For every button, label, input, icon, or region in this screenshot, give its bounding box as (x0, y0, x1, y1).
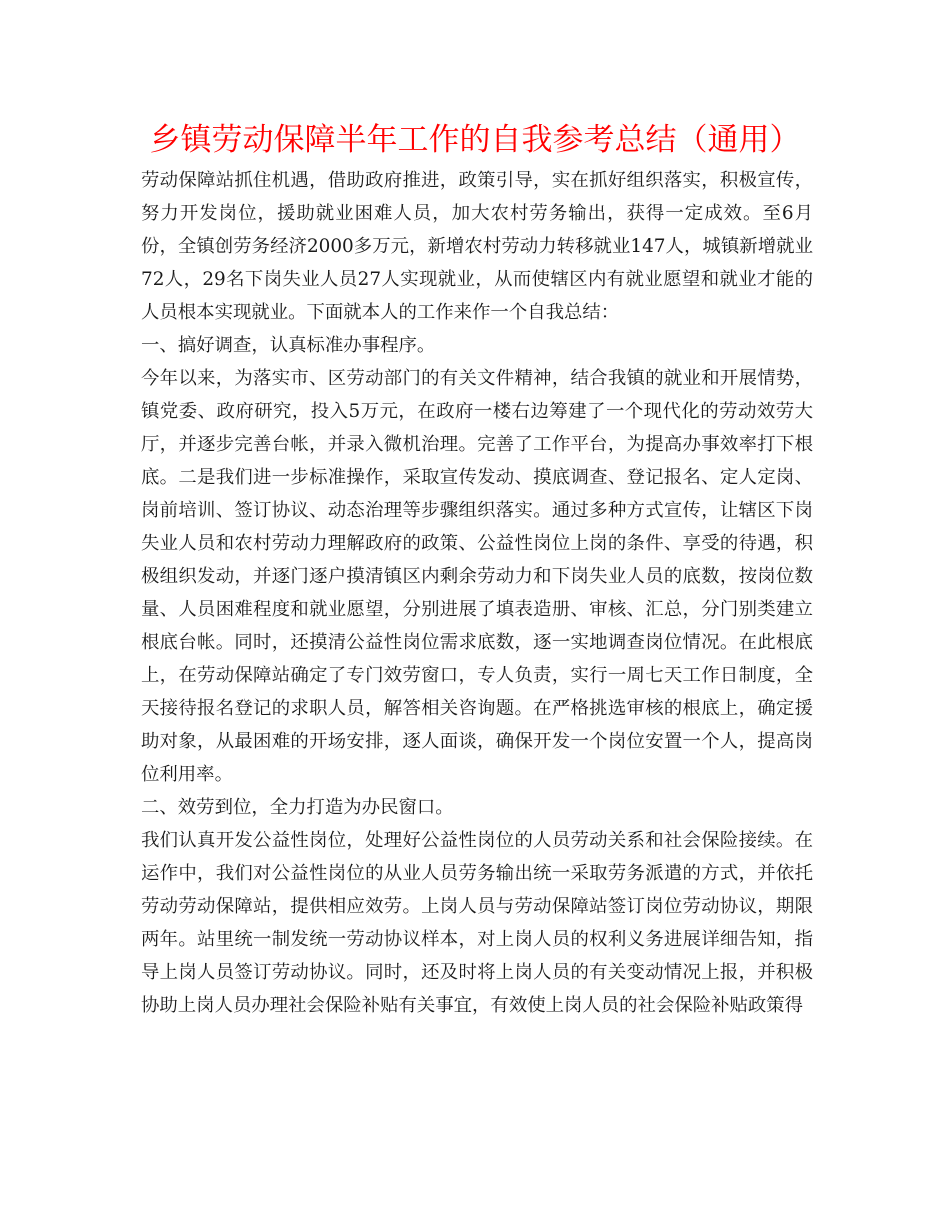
section-heading-1: 一、搞好调查，认真标准办事程序。 (141, 335, 436, 356)
section-heading-2: 二、效劳到位，全力打造为办民窗口。 (141, 797, 454, 818)
document-title: 乡镇劳动保障半年工作的自我参考总结（通用） (149, 122, 801, 158)
section-2-paragraph: 我们认真开发公益性岗位，处理好公益性岗位的人员劳动关系和社会保险接续。在运作中，我们对公益性岗位的从业人员劳务输出统一采取劳务派遣的方式，并依托劳动劳动保障站，提供相应效劳。上岗人员与劳动保障站签订岗位劳动协议，期限两年。站里统一制发统一劳动协议样本，对上岗人员的权利义务进展详细告知，指导上岗人员签订劳动协议。同时，还及时将上岗人员的有关变动情况上报，并积极协助上岗人员办理社会保险补贴有关事宜，有效使上岗人员的社会保险补贴政策得 (141, 830, 813, 1016)
section-1-paragraph: 今年以来，为落实市、区劳动部门的有关文件精神，结合我镇的就业和开展情势，镇党委、政府研究，投入5万元，在政府一楼右边筹建了一个现代化的劳动效劳大厅，并逐步完善台帐，并录入微机治理。完善了工作平台，为提高办事效率打下根底。二是我们进一步标准操作，采取宣传发动、摸底调查、登记报名、定人定岗、岗前培训、签订协议、动态治理等步骤组织落实。通过多种方式宣传，让辖区下岗失业人员和农村劳动力理解政府的政策、公益性岗位上岗的条件、享受的待遇，积极组织发动，并逐门逐户摸清镇区内剩余劳动力和下岗失业人员的底数，按岗位数量、人员困难程度和就业愿望，分别进展了填表造册、审核、汇总，分门别类建立根底台帐。同时，还摸清公益性岗位需求底数，逐一实地调查岗位情况。在此根底上，在劳动保障站确定了专门效劳窗口，专人负责，实行一周七天工作日制度，全天接待报名登记的求职人员，解答相关咨询题。在严格挑选审核的根底上，确定援助对象，从最困难的开场安排，逐人面谈，确保开发一个岗位安置一个人，提高岗位利用率。 (141, 368, 813, 785)
document-body (141, 164, 813, 1022)
intro-paragraph: 劳动保障站抓住机遇，借助政府推进，政策引导，实在抓好组织落实，积极宣传，努力开发岗位，援助就业困难人员，加大农村劳务输出，获得一定成效。至6月份，全镇创劳务经济2000多万元，新增农村劳动力转移就业147人，城镇新增就业72人，29名下岗失业人员27人实现就业，从而使辖区内有就业愿望和就业才能的人员根本实现就业。下面就本人的工作来作一个自我总结： (141, 170, 813, 323)
